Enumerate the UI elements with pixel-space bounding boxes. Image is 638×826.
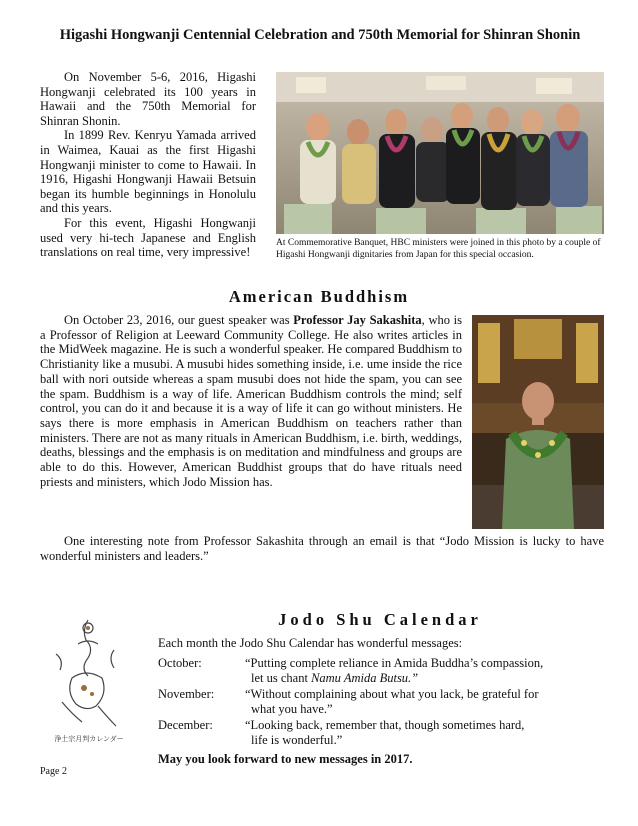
centennial-paragraph: On November 5-6, 2016, Higashi Hongwanji celebrated its 100 years in Hawaii and the 750th Memorial for Shinran Shonin.	[40, 70, 256, 128]
calendar-month: December:	[158, 718, 213, 732]
speaker-name: Professor Jay Sakashita	[293, 313, 422, 327]
message-text: life is wonderful.”	[251, 733, 343, 747]
message-line: “Putting complete reliance in Amida Buddha’s compassion,	[245, 656, 544, 670]
american-buddhism-closing	[40, 534, 604, 563]
page-title: Higashi Hongwanji Centennial Celebration and 750th Memorial for Shinran Shonin	[59, 27, 581, 43]
calendar-illustration	[42, 614, 134, 754]
calendar-month: October:	[158, 656, 202, 670]
calendar-heading: Jodo Shu Calendar	[278, 610, 482, 629]
paragraph-lead: On October 23, 2016, our guest speaker was	[64, 313, 294, 327]
message-line: “Looking back, remember that, though sometimes hard,	[245, 718, 525, 732]
calendar-message	[245, 718, 605, 748]
calendar-month: November:	[158, 687, 215, 701]
calendar-message	[245, 656, 605, 686]
article-paragraph: One interesting note from Professor Sakashita through an email is that “Jodo Mission is lucky to have wonderful ministers and leaders.”	[40, 534, 604, 563]
calendar-closing: May you look forward to new messages in 2017.	[158, 752, 413, 766]
article-paragraph	[40, 313, 462, 489]
american-buddhism-article	[40, 313, 462, 489]
banquet-group-photo	[276, 72, 604, 234]
calendar-intro: Each month the Jodo Shu Calendar has wonderful messages:	[158, 636, 463, 650]
calendar-illustration-caption: 浄土宗月判カレンダー	[54, 735, 124, 743]
paragraph-body: , who is a Professor of Religion at Leeward Community College. He also writes articles in the MidWeek magazine. He is such a wonderful speaker. He compared Buddhism to Christianity like a musubi. A musubi hides something inside, i.e. ume inside the rice ball with nori outside whereas a spam musubi does not hide the spam, you can see the spam. Buddhism is a way of life. American Buddhism controls the mind; self control, you can do it and because it is a way of life it can go without ministers. He says there is more emphasis in American Buddhism on teachers rather than ministers. There are not as many rituals in American Buddhism, i.e. birth, weddings, deaths, blessings and the emphasis is on meditation and mindfulness and groups are able to do this. However, American Buddhist groups that do have rituals need priests and ministers, which Jodo Mission has.	[40, 313, 462, 489]
american-buddhism-heading: American Buddhism	[228, 287, 410, 306]
message-text: let us chant	[251, 671, 312, 685]
banquet-photo-caption: At Commemorative Banquet, HBC ministers were joined in this photo by a couple of Higashi Hongwanji dignitaries from Japan for this special occasion.	[276, 238, 601, 260]
centennial-paragraph: In 1899 Rev. Kenryu Yamada arrived in Waimea, Kauai as the first Higashi Hongwanji minister to come to Hawaii. In 1916, Higashi Hongwanji Hawaii Betsuin began its humble beginnings in Honolulu and this years.	[40, 128, 256, 216]
message-line: “Without complaining about what you lack, be grateful for	[245, 687, 539, 701]
message-chant: Namu Amida Butsu.”	[311, 671, 419, 685]
page-number: Page 2	[40, 766, 67, 777]
message-text: what you have.”	[251, 702, 333, 716]
centennial-article	[40, 70, 256, 260]
calendar-message	[245, 687, 605, 717]
message-line	[245, 733, 605, 748]
speaker-photo	[472, 315, 604, 529]
message-line	[245, 671, 605, 686]
message-line	[245, 702, 605, 717]
centennial-paragraph: For this event, Higashi Hongwanji used very hi-tech Japanese and English translations on real time, very impressive!	[40, 215, 256, 260]
